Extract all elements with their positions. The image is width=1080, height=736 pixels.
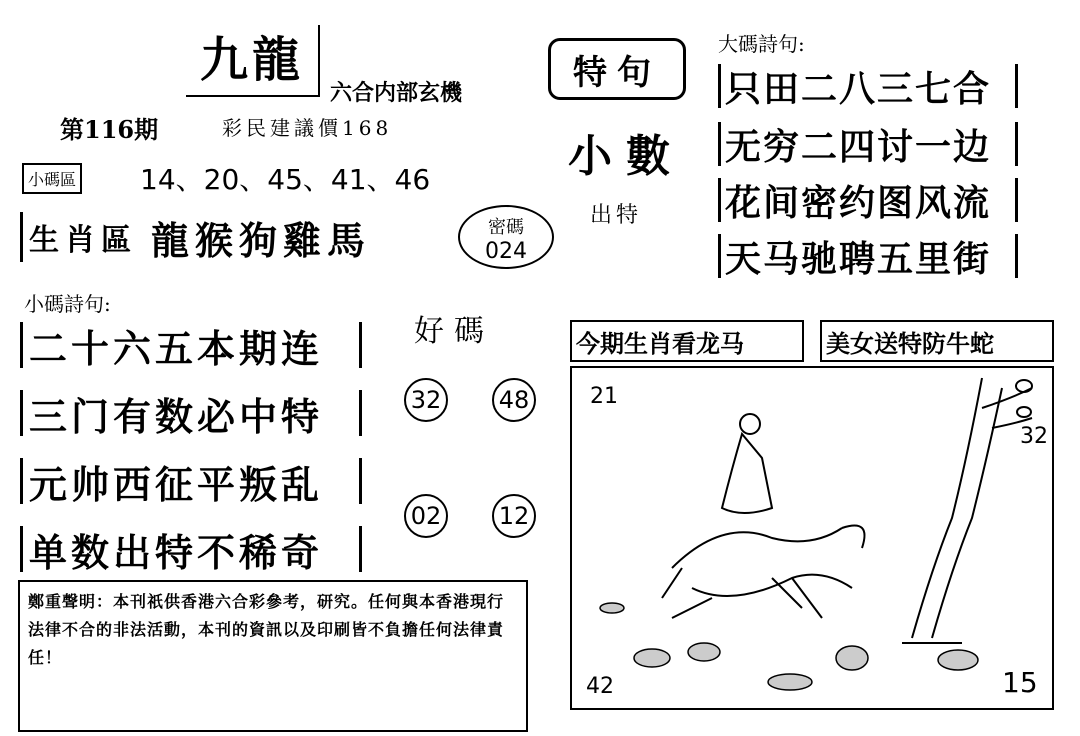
small-poem-line-3: 元帅西征平叛乱 xyxy=(20,458,362,504)
big-poem-line-2: 无穷二四讨一边 xyxy=(718,122,1018,166)
disclaimer: 鄭重聲明：本刊祇供香港六合彩參考，研究。任何與本香港現行法律不合的非法活動，本刊的資訊以及印刷皆不負擔任何法律責任！ xyxy=(18,580,528,732)
zodiac-area xyxy=(20,212,401,262)
picture-number-bottom-left: 42 xyxy=(586,674,614,699)
rocks-and-rat-illustration xyxy=(600,603,978,690)
big-poem-line-3: 花间密约图风流 xyxy=(718,178,1018,222)
secret-code-label: 密碼 xyxy=(488,217,524,238)
good-number-3: 02 xyxy=(404,494,448,538)
zodiac-label: 生肖區 xyxy=(29,223,137,258)
tree-illustration xyxy=(902,378,1032,643)
good-number-4: 12 xyxy=(492,494,536,538)
good-number-2: 48 xyxy=(492,378,536,422)
secret-code-value: 024 xyxy=(485,239,527,264)
subtitle: 六合内部玄機 xyxy=(330,80,463,106)
title-box xyxy=(186,25,320,97)
small-number-label: 小碼區 xyxy=(22,163,82,194)
page-title: 九龍 xyxy=(199,32,304,88)
small-poem-line-2: 三门有数必中特 xyxy=(20,390,362,436)
good-number-1: 32 xyxy=(404,378,448,422)
picture-number-bottom-right: 15 xyxy=(1002,666,1038,699)
special-phrase-label: 特句 xyxy=(548,38,686,100)
illustration xyxy=(572,368,1052,708)
special-phrase-value: 小數 xyxy=(568,131,684,182)
picture-number-top-left: 21 xyxy=(590,384,618,409)
small-poem-line-4: 单数出特不稀奇 xyxy=(20,526,362,572)
illustration-panel xyxy=(570,366,1054,710)
hint-left: 今期生肖看龙马 xyxy=(570,320,804,362)
small-number-values: 14、20、45、41、46 xyxy=(140,163,431,196)
good-numbers-label: 好碼 xyxy=(414,314,494,349)
picture-number-top-right: 32 xyxy=(1020,424,1048,449)
big-poem-line-1: 只田二八三七合 xyxy=(718,64,1018,108)
secret-code-badge xyxy=(458,205,554,269)
small-poem-label: 小碼詩句: xyxy=(24,292,111,316)
special-note: 出特 xyxy=(590,203,643,228)
issue-number: 第116期 xyxy=(60,115,159,144)
zodiac-values: 龍猴狗雞馬 xyxy=(151,217,372,263)
price: 彩民建議價168 xyxy=(222,116,393,140)
small-poem-line-1: 二十六五本期连 xyxy=(20,322,362,368)
big-poem-label: 大碼詩句: xyxy=(718,32,805,56)
big-poem-line-4: 天马驰聘五里街 xyxy=(718,234,1018,278)
hint-right: 美女送特防牛蛇 xyxy=(820,320,1054,362)
rider-on-horse-illustration xyxy=(662,414,865,618)
